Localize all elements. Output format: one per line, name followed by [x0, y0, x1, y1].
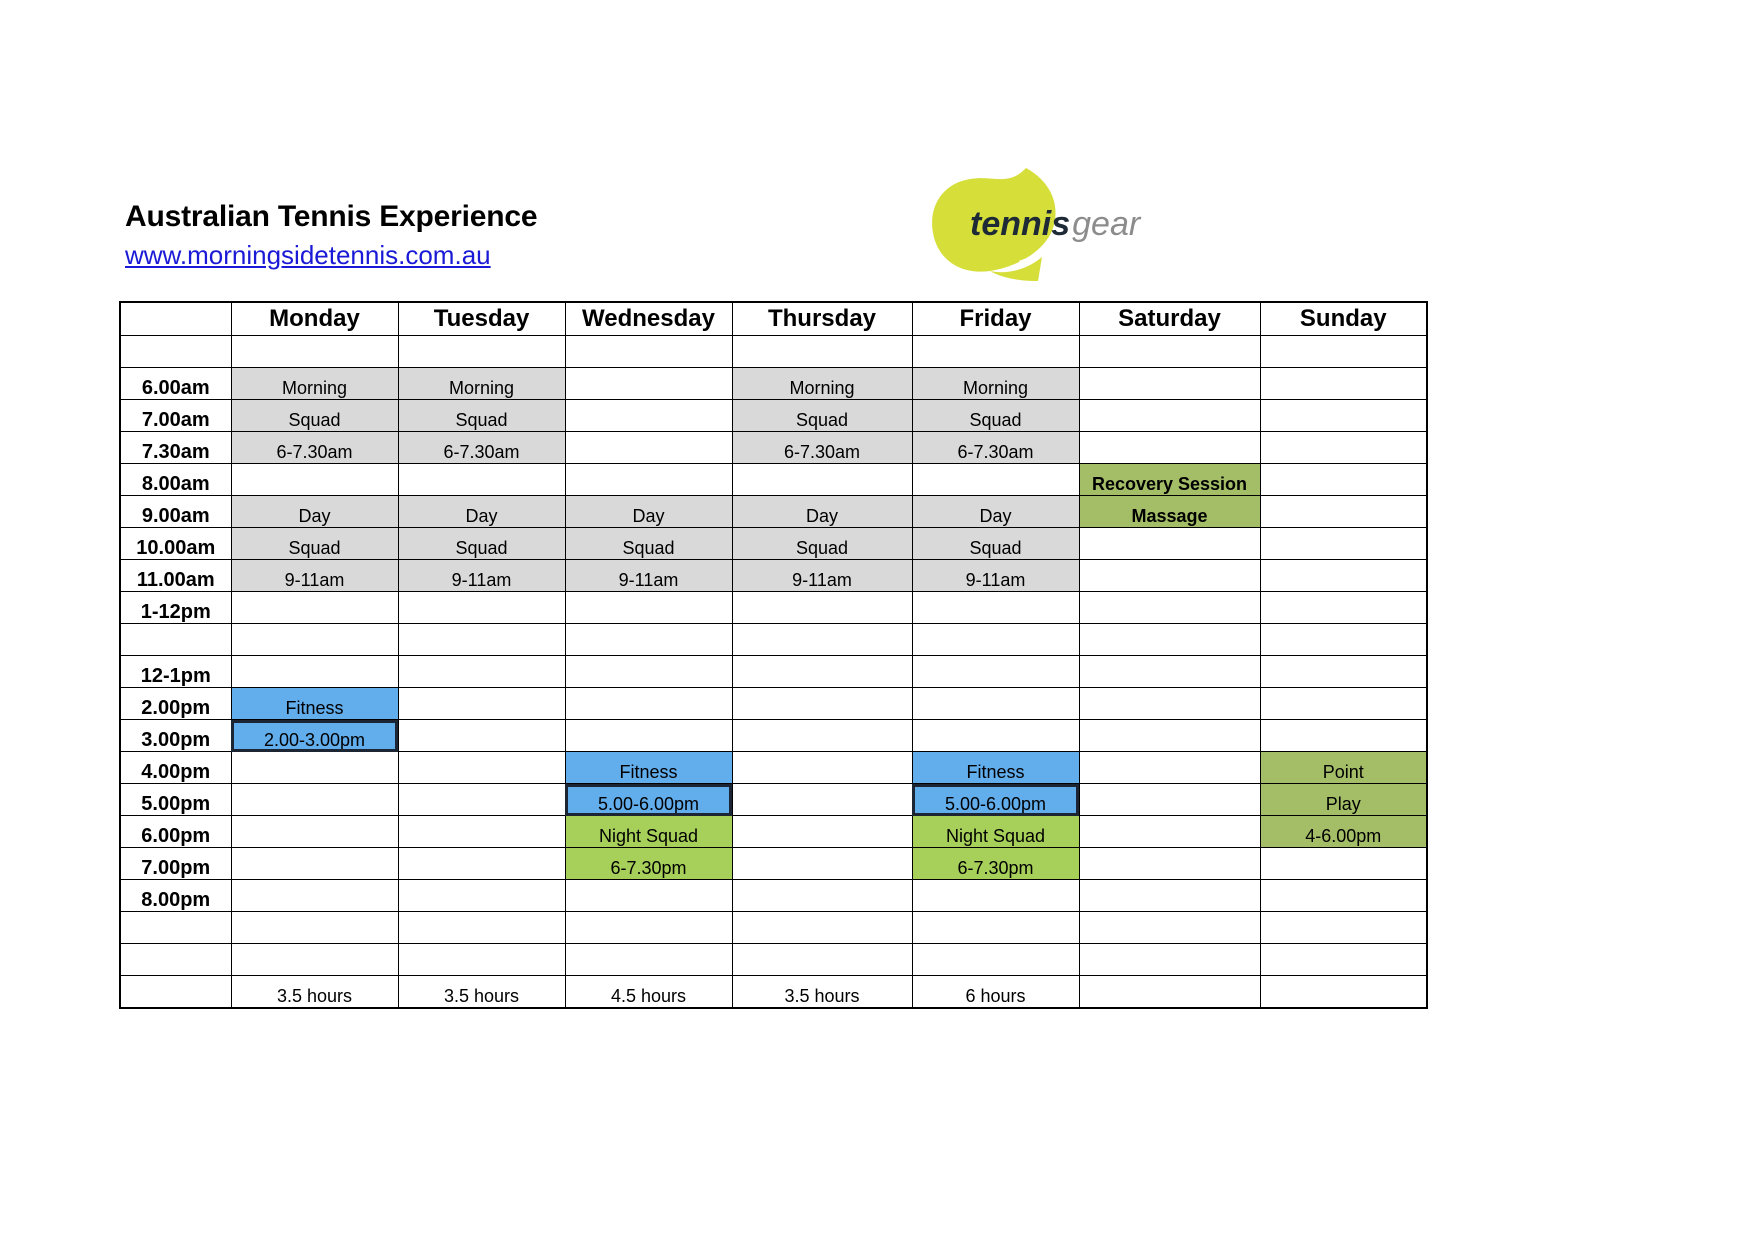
- cell-sunday: [1260, 528, 1427, 560]
- schedule-row: [120, 912, 1427, 944]
- cell-tuesday: [398, 816, 565, 848]
- schedule-table: [119, 301, 1428, 1009]
- cell-sunday: [1260, 880, 1427, 912]
- day-header-sunday: Sunday: [1260, 302, 1427, 336]
- cell-tuesday: Squad: [398, 400, 565, 432]
- cell-sunday: 4-6.00pm: [1260, 816, 1427, 848]
- cell-monday: 9-11am: [231, 560, 398, 592]
- cell-monday: Day: [231, 496, 398, 528]
- cell-wednesday: [565, 400, 732, 432]
- cell-saturday: [1079, 848, 1260, 880]
- time-label: 7.00am: [120, 400, 231, 432]
- schedule-row: [120, 496, 1427, 528]
- cell-tuesday: Squad: [398, 528, 565, 560]
- cell-monday: [231, 912, 398, 944]
- cell-monday: Squad: [231, 400, 398, 432]
- cell-wednesday: 9-11am: [565, 560, 732, 592]
- schedule-row: [120, 624, 1427, 656]
- cell-sunday: [1260, 688, 1427, 720]
- cell-monday: 3.5 hours: [231, 976, 398, 1009]
- cell-sunday: [1260, 592, 1427, 624]
- cell-sunday: Point: [1260, 752, 1427, 784]
- cell-monday: [231, 624, 398, 656]
- cell-thursday: [732, 688, 912, 720]
- cell-monday: [231, 336, 398, 368]
- cell-sunday: [1260, 912, 1427, 944]
- cell-wednesday: 4.5 hours: [565, 976, 732, 1009]
- cell-wednesday: [565, 720, 732, 752]
- cell-wednesday: [565, 432, 732, 464]
- time-label: 8.00am: [120, 464, 231, 496]
- cell-sunday: [1260, 976, 1427, 1009]
- cell-saturday: [1079, 560, 1260, 592]
- cell-wednesday: Squad: [565, 528, 732, 560]
- cell-friday: Squad: [912, 400, 1079, 432]
- schedule-row: [120, 400, 1427, 432]
- cell-friday: Night Squad: [912, 816, 1079, 848]
- cell-thursday: Squad: [732, 400, 912, 432]
- time-label: 11.00am: [120, 560, 231, 592]
- cell-saturday: [1079, 688, 1260, 720]
- cell-friday: [912, 880, 1079, 912]
- cell-saturday: [1079, 368, 1260, 400]
- cell-friday: Morning: [912, 368, 1079, 400]
- time-label: 2.00pm: [120, 688, 231, 720]
- schedule-row: [120, 464, 1427, 496]
- time-label: 10.00am: [120, 528, 231, 560]
- time-label: 9.00am: [120, 496, 231, 528]
- cell-thursday: [732, 336, 912, 368]
- cell-monday: [231, 880, 398, 912]
- cell-wednesday: Fitness: [565, 752, 732, 784]
- cell-thursday: [732, 752, 912, 784]
- cell-sunday: [1260, 432, 1427, 464]
- cell-saturday: [1079, 752, 1260, 784]
- time-label: 5.00pm: [120, 784, 231, 816]
- schedule-row: [120, 432, 1427, 464]
- cell-saturday: [1079, 880, 1260, 912]
- cell-friday: Squad: [912, 528, 1079, 560]
- schedule-row: [120, 944, 1427, 976]
- time-label: 7.00pm: [120, 848, 231, 880]
- cell-tuesday: [398, 624, 565, 656]
- schedule-row: [120, 656, 1427, 688]
- cell-friday: [912, 624, 1079, 656]
- tennis-gear-logo: [930, 165, 1175, 285]
- cell-wednesday: [565, 336, 732, 368]
- cell-friday: Day: [912, 496, 1079, 528]
- cell-saturday: [1079, 816, 1260, 848]
- cell-monday: Squad: [231, 528, 398, 560]
- cell-monday: Fitness: [231, 688, 398, 720]
- cell-tuesday: [398, 752, 565, 784]
- cell-thursday: [732, 464, 912, 496]
- cell-wednesday: [565, 656, 732, 688]
- cell-thursday: [732, 912, 912, 944]
- cell-saturday: Recovery Session: [1079, 464, 1260, 496]
- schedule-header: [120, 302, 1427, 336]
- cell-saturday: [1079, 944, 1260, 976]
- cell-friday: 9-11am: [912, 560, 1079, 592]
- cell-thursday: [732, 592, 912, 624]
- cell-wednesday: [565, 368, 732, 400]
- cell-wednesday: [565, 944, 732, 976]
- cell-tuesday: [398, 688, 565, 720]
- schedule-row: [120, 976, 1427, 1009]
- cell-saturday: [1079, 656, 1260, 688]
- cell-thursday: Squad: [732, 528, 912, 560]
- cell-tuesday: [398, 592, 565, 624]
- cell-wednesday: [565, 880, 732, 912]
- cell-friday: [912, 592, 1079, 624]
- cell-friday: 5.00-6.00pm: [912, 784, 1079, 816]
- cell-thursday: Day: [732, 496, 912, 528]
- cell-sunday: [1260, 720, 1427, 752]
- schedule-row: [120, 560, 1427, 592]
- cell-tuesday: 9-11am: [398, 560, 565, 592]
- logo-word-tennis: tennis: [970, 205, 1071, 243]
- cell-sunday: [1260, 368, 1427, 400]
- schedule-row: [120, 784, 1427, 816]
- cell-friday: [912, 336, 1079, 368]
- time-label: 7.30am: [120, 432, 231, 464]
- cell-saturday: [1079, 400, 1260, 432]
- cell-monday: [231, 752, 398, 784]
- cell-thursday: [732, 784, 912, 816]
- cell-monday: [231, 816, 398, 848]
- day-header-monday: Monday: [231, 302, 398, 336]
- cell-thursday: [732, 816, 912, 848]
- cell-monday: [231, 656, 398, 688]
- cell-monday: [231, 848, 398, 880]
- cell-friday: Fitness: [912, 752, 1079, 784]
- cell-friday: 6 hours: [912, 976, 1079, 1009]
- page-title: Australian Tennis Experience: [125, 200, 538, 233]
- cell-friday: [912, 464, 1079, 496]
- cell-wednesday: [565, 592, 732, 624]
- cell-friday: [912, 688, 1079, 720]
- schedule-row: [120, 336, 1427, 368]
- cell-monday: [231, 592, 398, 624]
- cell-wednesday: 5.00-6.00pm: [565, 784, 732, 816]
- schedule-row: [120, 848, 1427, 880]
- time-label: [120, 944, 231, 976]
- website-link[interactable]: www.morningsidetennis.com.au: [125, 240, 491, 270]
- schedule-row: [120, 528, 1427, 560]
- cell-sunday: [1260, 496, 1427, 528]
- schedule-row: [120, 720, 1427, 752]
- cell-wednesday: [565, 464, 732, 496]
- cell-tuesday: [398, 880, 565, 912]
- cell-saturday: [1079, 528, 1260, 560]
- cell-monday: [231, 464, 398, 496]
- schedule-row: [120, 816, 1427, 848]
- cell-monday: 6-7.30am: [231, 432, 398, 464]
- time-label: 8.00pm: [120, 880, 231, 912]
- cell-friday: [912, 944, 1079, 976]
- cell-friday: [912, 912, 1079, 944]
- cell-thursday: [732, 880, 912, 912]
- cell-tuesday: 6-7.30am: [398, 432, 565, 464]
- cell-tuesday: Morning: [398, 368, 565, 400]
- cell-monday: [231, 784, 398, 816]
- cell-thursday: Morning: [732, 368, 912, 400]
- schedule-row: [120, 880, 1427, 912]
- schedule-row: [120, 592, 1427, 624]
- cell-tuesday: [398, 656, 565, 688]
- cell-tuesday: [398, 336, 565, 368]
- logo-wordmark: [970, 207, 1140, 241]
- cell-saturday: [1079, 624, 1260, 656]
- cell-tuesday: [398, 464, 565, 496]
- cell-saturday: [1079, 432, 1260, 464]
- cell-wednesday: [565, 688, 732, 720]
- cell-friday: 6-7.30pm: [912, 848, 1079, 880]
- cell-sunday: [1260, 944, 1427, 976]
- cell-thursday: 3.5 hours: [732, 976, 912, 1009]
- day-header-friday: Friday: [912, 302, 1079, 336]
- cell-tuesday: 3.5 hours: [398, 976, 565, 1009]
- cell-sunday: Play: [1260, 784, 1427, 816]
- day-header-row: [120, 302, 1427, 336]
- schedule-row: [120, 368, 1427, 400]
- cell-saturday: [1079, 336, 1260, 368]
- day-header-saturday: Saturday: [1079, 302, 1260, 336]
- cell-tuesday: [398, 720, 565, 752]
- cell-wednesday: 6-7.30pm: [565, 848, 732, 880]
- cell-thursday: [732, 624, 912, 656]
- time-label: [120, 912, 231, 944]
- cell-friday: [912, 656, 1079, 688]
- day-header-tuesday: Tuesday: [398, 302, 565, 336]
- schedule-row: [120, 688, 1427, 720]
- cell-sunday: [1260, 560, 1427, 592]
- cell-friday: 6-7.30am: [912, 432, 1079, 464]
- corner-cell: [120, 302, 231, 336]
- cell-wednesday: Night Squad: [565, 816, 732, 848]
- schedule-body: [120, 336, 1427, 1009]
- time-label: [120, 336, 231, 368]
- logo-word-gear: gear: [1072, 205, 1141, 243]
- cell-saturday: [1079, 784, 1260, 816]
- schedule-row: [120, 752, 1427, 784]
- day-header-wednesday: Wednesday: [565, 302, 732, 336]
- cell-thursday: [732, 848, 912, 880]
- cell-tuesday: [398, 784, 565, 816]
- time-label: 6.00am: [120, 368, 231, 400]
- cell-monday: Morning: [231, 368, 398, 400]
- cell-saturday: [1079, 976, 1260, 1009]
- cell-saturday: [1079, 592, 1260, 624]
- time-label: 1-12pm: [120, 592, 231, 624]
- cell-monday: 2.00-3.00pm: [231, 720, 398, 752]
- time-label: [120, 976, 231, 1009]
- cell-saturday: [1079, 720, 1260, 752]
- cell-monday: [231, 944, 398, 976]
- cell-sunday: [1260, 848, 1427, 880]
- cell-wednesday: [565, 624, 732, 656]
- time-label: 6.00pm: [120, 816, 231, 848]
- cell-tuesday: Day: [398, 496, 565, 528]
- cell-sunday: [1260, 400, 1427, 432]
- cell-tuesday: [398, 912, 565, 944]
- cell-saturday: Massage: [1079, 496, 1260, 528]
- cell-thursday: [732, 656, 912, 688]
- cell-friday: [912, 720, 1079, 752]
- cell-sunday: [1260, 336, 1427, 368]
- cell-tuesday: [398, 944, 565, 976]
- cell-thursday: 6-7.30am: [732, 432, 912, 464]
- cell-saturday: [1079, 912, 1260, 944]
- day-header-thursday: Thursday: [732, 302, 912, 336]
- time-label: 3.00pm: [120, 720, 231, 752]
- time-label: 12-1pm: [120, 656, 231, 688]
- cell-sunday: [1260, 656, 1427, 688]
- time-label: 4.00pm: [120, 752, 231, 784]
- cell-thursday: [732, 944, 912, 976]
- time-label: [120, 624, 231, 656]
- cell-sunday: [1260, 464, 1427, 496]
- cell-tuesday: [398, 848, 565, 880]
- cell-thursday: 9-11am: [732, 560, 912, 592]
- cell-wednesday: [565, 912, 732, 944]
- cell-thursday: [732, 720, 912, 752]
- cell-sunday: [1260, 624, 1427, 656]
- cell-wednesday: Day: [565, 496, 732, 528]
